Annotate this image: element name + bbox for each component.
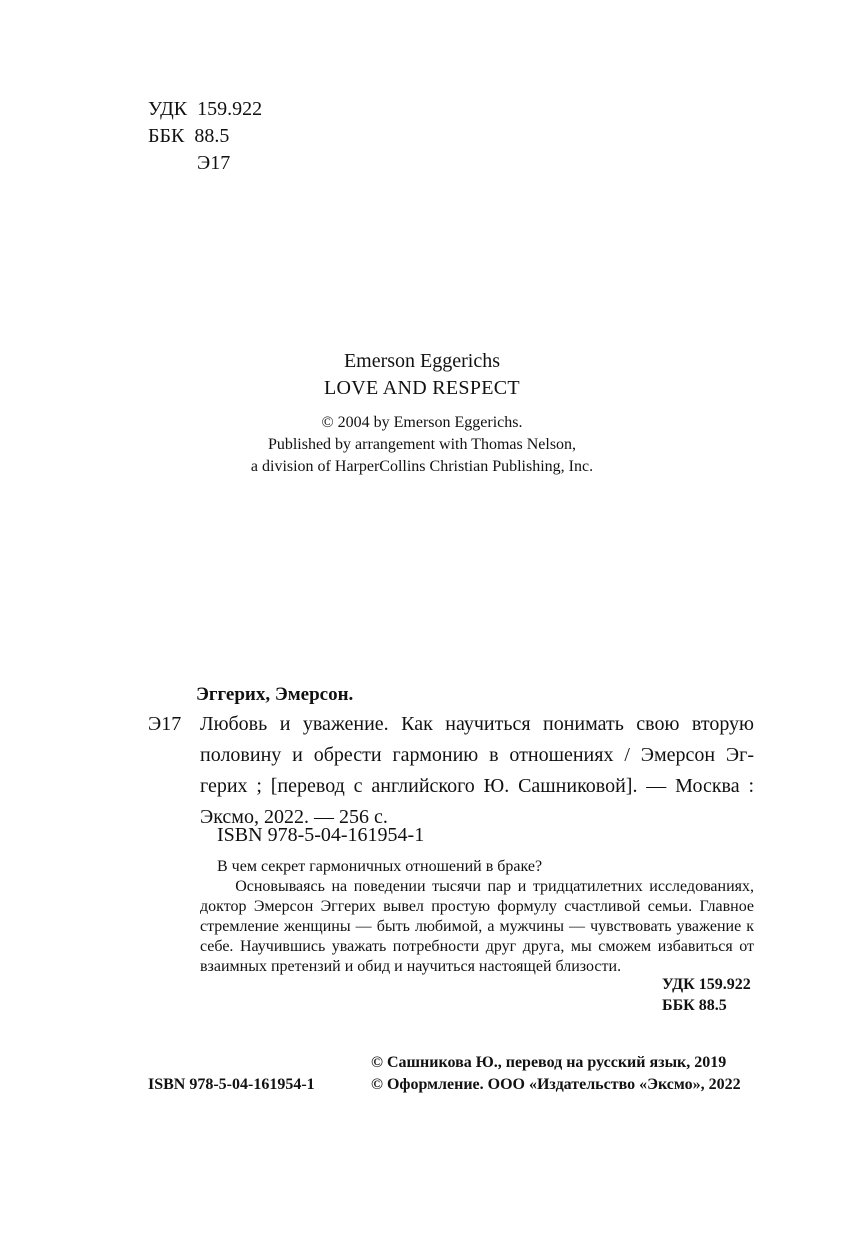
- original-copyright-line-2: Published by arrangement with Thomas Nelson,: [267, 436, 577, 453]
- copyright-translation: © Сашникова Ю., перевод на русский язык, 2019: [371, 1054, 727, 1071]
- udk-value: 159.922: [197, 98, 263, 120]
- bbk-line: [148, 123, 229, 150]
- original-author: Emerson Eggerichs: [343, 350, 501, 372]
- bib-line-1: Любовь и уважение. Как научиться понимать свою вторую: [200, 713, 754, 735]
- bib-author-heading: Эггерих, Эмерсон.: [196, 684, 354, 705]
- bib-line-2: половину и обрести гармонию в отношениях / Эмерсон Эг-: [200, 744, 754, 766]
- bbk-label: ББК: [148, 125, 185, 147]
- copyright-design: © Оформление. ООО «Издательство «Эксмо», 2022: [371, 1076, 741, 1093]
- annotation-body: Основываясь на поведении тысячи пар и тридцатилетних исследованиях, доктор Эмерсон Эггерих вывел простую формулу счастливой семьи. Главное стремление женщины — быть любимой, а мужчины — чувствовать уважение к себе. Научившись уважать потребности друг друга, мы сможем избавиться от взаимных претензий и обид и научиться настоящей близости.: [200, 878, 754, 975]
- annotation-question: В чем секрет гармоничных отношений в браке?: [217, 858, 543, 875]
- annotation-bbk: ББК 88.5: [662, 997, 727, 1014]
- footer-isbn: ISBN 978-5-04-161954-1: [148, 1076, 315, 1093]
- bib-line-3: герих ; [перевод с английского Ю. Сашниковой]. — Москва :: [200, 775, 754, 797]
- original-copyright-line-3: a division of HarperCollins Christian Publishing, Inc.: [250, 458, 594, 475]
- original-title: LOVE AND RESPECT: [324, 377, 520, 399]
- bib-description: [200, 709, 754, 833]
- udk-line: [148, 96, 262, 123]
- annotation-udk: УДК 159.922: [662, 976, 751, 993]
- bbk-value: 88.5: [194, 125, 230, 147]
- bib-author-mark: Э17: [148, 713, 182, 735]
- bib-isbn: ISBN 978-5-04-161954-1: [217, 824, 425, 846]
- bib-line-4: Эксмо, 2022. — 256 с.: [200, 806, 388, 828]
- author-mark-top: Э17: [197, 152, 231, 174]
- original-copyright-line-1: © 2004 by Emerson Eggerichs.: [321, 414, 523, 431]
- udk-label: УДК: [148, 98, 188, 120]
